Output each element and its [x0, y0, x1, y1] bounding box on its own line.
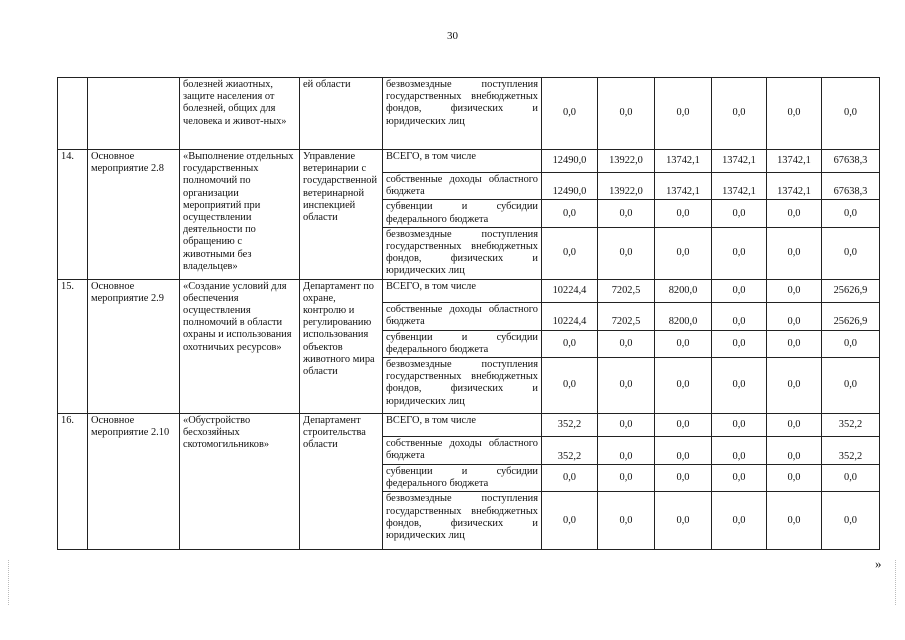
amount-cell: 12490,0 [542, 173, 598, 200]
scan-edge-right [895, 560, 897, 605]
funding-source: ВСЕГО, в том числе [383, 150, 542, 173]
page-number: 30 [447, 30, 458, 42]
amount-cell: 25626,9 [822, 302, 880, 330]
measure-description: болезней жиаотных, защите населения от болезней, общих для человека и живот-ных» [180, 78, 300, 150]
funding-source: субвенции и субсидии федерального бюджета [383, 330, 542, 357]
amount-cell: 12490,0 [542, 150, 598, 173]
amount-cell: 0,0 [767, 465, 822, 492]
amount-cell: 0,0 [767, 279, 822, 302]
amount-cell: 0,0 [767, 330, 822, 357]
amount-cell: 0,0 [767, 358, 822, 414]
amount-cell: 0,0 [655, 437, 712, 465]
amount-cell: 0,0 [542, 492, 598, 550]
responsible-executor: ей области [300, 78, 383, 150]
amount-cell: 8200,0 [655, 279, 712, 302]
amount-cell: 0,0 [655, 227, 712, 279]
amount-cell: 7202,5 [598, 279, 655, 302]
row-number [58, 78, 88, 150]
table-row [58, 279, 880, 302]
amount-cell: 0,0 [767, 227, 822, 279]
amount-cell: 0,0 [712, 200, 767, 227]
amount-cell: 0,0 [655, 414, 712, 437]
funding-source: собственные доходы областного бюджета [383, 437, 542, 465]
amount-cell: 7202,5 [598, 302, 655, 330]
amount-cell: 0,0 [767, 302, 822, 330]
measure-name: Основное мероприятие 2.8 [88, 150, 180, 280]
funding-source: безвозмездные поступления государственных внебюджетных фондов, физических и юридических лиц [383, 227, 542, 279]
table-row [58, 150, 880, 173]
measure-description: «Обустройство бесхозяйных скотомогильников» [180, 414, 300, 550]
funding-source: ВСЕГО, в том числе [383, 414, 542, 437]
amount-cell: 0,0 [712, 302, 767, 330]
amount-cell: 0,0 [712, 414, 767, 437]
row-number: 16. [58, 414, 88, 550]
amount-cell: 0,0 [655, 465, 712, 492]
funding-source: собственные доходы областного бюджета [383, 173, 542, 200]
amount-cell: 0,0 [598, 200, 655, 227]
amount-cell: 13742,1 [655, 173, 712, 200]
amount-cell: 0,0 [598, 437, 655, 465]
amount-cell: 0,0 [598, 330, 655, 357]
row-number: 15. [58, 279, 88, 413]
amount-cell: 0,0 [822, 200, 880, 227]
funding-source: субвенции и субсидии федерального бюджета [383, 465, 542, 492]
amount-cell: 0,0 [598, 465, 655, 492]
measure-description: «Выполнение отдельных государственных полномочий по организации мероприятий при осуществлении деятельности по обращению с животными без владельцев» [180, 150, 300, 280]
amount-cell: 0,0 [822, 492, 880, 550]
measure-description: «Создание условий для обеспечения осуществления полномочий в области охраны и использования охотничьих ресурсов» [180, 279, 300, 413]
amount-cell: 0,0 [712, 492, 767, 550]
responsible-executor: Департамент строительства области [300, 414, 383, 550]
amount-cell: 0,0 [598, 78, 655, 150]
amount-cell: 0,0 [598, 227, 655, 279]
amount-cell: 0,0 [655, 492, 712, 550]
amount-cell: 0,0 [542, 330, 598, 357]
table-row [58, 78, 880, 150]
amount-cell: 0,0 [712, 358, 767, 414]
measure-name [88, 78, 180, 150]
amount-cell: 0,0 [822, 227, 880, 279]
amount-cell: 0,0 [822, 78, 880, 150]
amount-cell: 0,0 [767, 437, 822, 465]
amount-cell: 13742,1 [712, 150, 767, 173]
amount-cell: 10224,4 [542, 302, 598, 330]
amount-cell: 352,2 [822, 437, 880, 465]
amount-cell: 0,0 [712, 279, 767, 302]
amount-cell: 8200,0 [655, 302, 712, 330]
funding-source: ВСЕГО, в том числе [383, 279, 542, 302]
amount-cell: 352,2 [542, 437, 598, 465]
amount-cell: 13742,1 [655, 150, 712, 173]
amount-cell: 0,0 [712, 437, 767, 465]
amount-cell: 13922,0 [598, 173, 655, 200]
amount-cell: 0,0 [767, 414, 822, 437]
measure-name: Основное мероприятие 2.10 [88, 414, 180, 550]
continuation-mark: » [875, 556, 882, 571]
table-body [58, 78, 880, 550]
amount-cell: 0,0 [822, 330, 880, 357]
amount-cell: 0,0 [655, 330, 712, 357]
amount-cell: 0,0 [822, 465, 880, 492]
amount-cell: 25626,9 [822, 279, 880, 302]
amount-cell: 0,0 [655, 78, 712, 150]
amount-cell: 0,0 [655, 200, 712, 227]
amount-cell: 0,0 [598, 358, 655, 414]
amount-cell: 352,2 [542, 414, 598, 437]
amount-cell: 0,0 [542, 200, 598, 227]
funding-source: собственные доходы областного бюджета [383, 302, 542, 330]
amount-cell: 0,0 [712, 78, 767, 150]
amount-cell: 0,0 [598, 492, 655, 550]
amount-cell: 0,0 [712, 465, 767, 492]
amount-cell: 13742,1 [712, 173, 767, 200]
amount-cell: 0,0 [542, 358, 598, 414]
scan-edge-left [8, 560, 10, 605]
amount-cell: 352,2 [822, 414, 880, 437]
funding-source: субвенции и субсидии федерального бюджета [383, 200, 542, 227]
amount-cell: 0,0 [767, 200, 822, 227]
amount-cell: 0,0 [598, 414, 655, 437]
funding-source: безвозмездные поступления государственных внебюджетных фондов, физических и юридических лиц [383, 78, 542, 150]
amount-cell: 0,0 [767, 492, 822, 550]
amount-cell: 0,0 [712, 227, 767, 279]
funding-source: безвозмездные поступления государственных внебюджетных фондов, физических и юридических лиц [383, 358, 542, 414]
amount-cell: 0,0 [822, 358, 880, 414]
amount-cell: 13742,1 [767, 173, 822, 200]
amount-cell: 13922,0 [598, 150, 655, 173]
amount-cell: 0,0 [542, 78, 598, 150]
amount-cell: 67638,3 [822, 150, 880, 173]
amount-cell: 0,0 [655, 358, 712, 414]
amount-cell: 0,0 [542, 227, 598, 279]
amount-cell: 0,0 [712, 330, 767, 357]
amount-cell: 0,0 [767, 78, 822, 150]
table-row [58, 414, 880, 437]
row-number: 14. [58, 150, 88, 280]
amount-cell: 13742,1 [767, 150, 822, 173]
responsible-executor: Департамент по охране, контролю и регулированию использования объектов животного мира области [300, 279, 383, 413]
responsible-executor: Управление ветеринарии с государственной ветеринарной инспекцией области [300, 150, 383, 280]
amount-cell: 0,0 [542, 465, 598, 492]
funding-source: безвозмездные поступления государственных внебюджетных фондов, физических и юридических лиц [383, 492, 542, 550]
amount-cell: 67638,3 [822, 173, 880, 200]
amount-cell: 10224,4 [542, 279, 598, 302]
funding-table [57, 77, 880, 550]
measure-name: Основное мероприятие 2.9 [88, 279, 180, 413]
